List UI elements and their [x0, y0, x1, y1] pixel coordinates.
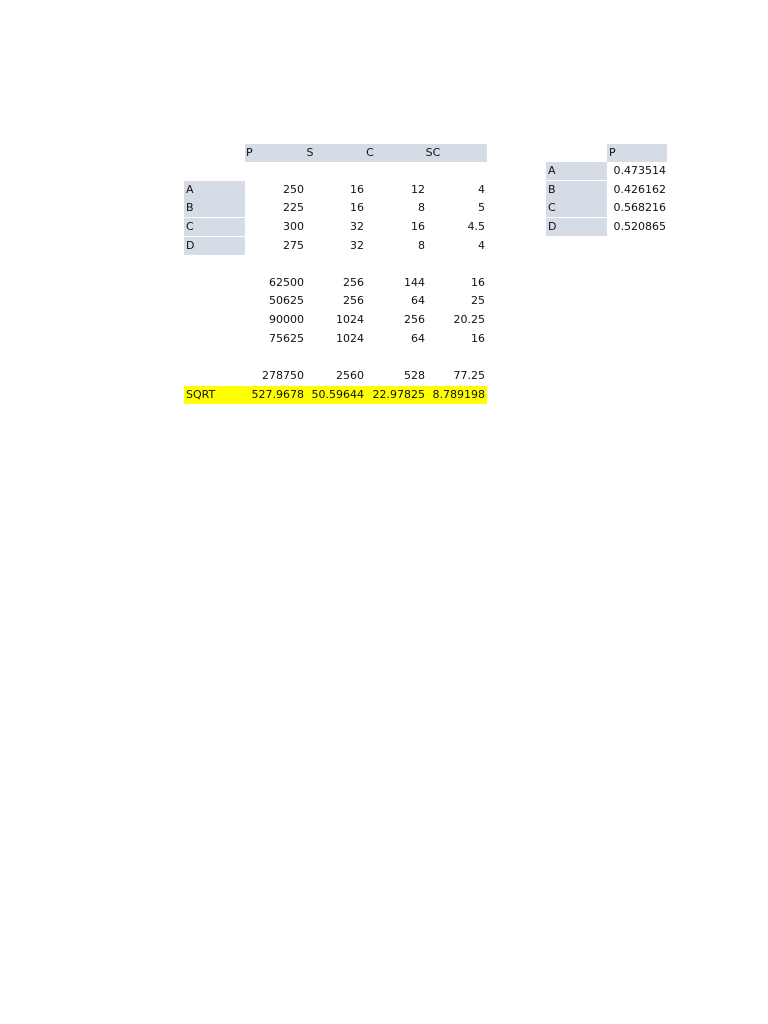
value-cell: 4	[478, 239, 485, 252]
side-row-value: 0.473514	[613, 164, 666, 177]
square-cell: 256	[343, 294, 364, 307]
value-cell: 225	[283, 201, 304, 214]
sqrt-cell: 527.9678	[251, 388, 304, 401]
value-cell: 5	[478, 201, 485, 214]
square-cell: 25	[471, 294, 485, 307]
side-row-label: D	[546, 218, 607, 236]
square-cell: 50625	[269, 294, 304, 307]
sum-cell: 2560	[336, 369, 364, 382]
value-cell: 12	[411, 183, 425, 196]
square-cell: 16	[471, 276, 485, 289]
side-header-p: P	[607, 144, 667, 162]
sqrt-cell: 50.59644	[311, 388, 364, 401]
value-cell: 16	[350, 183, 364, 196]
value-cell: 300	[283, 220, 304, 233]
side-row-value: 0.426162	[613, 183, 666, 196]
sqrt-label: SQRT	[186, 388, 216, 401]
side-row-value: 0.520865	[613, 220, 666, 233]
row-label-b: B	[184, 199, 245, 217]
sum-cell: 77.25	[453, 369, 485, 382]
square-cell: 64	[411, 332, 425, 345]
side-row-label: A	[546, 162, 607, 180]
value-cell: 8	[418, 239, 425, 252]
square-cell: 62500	[269, 276, 304, 289]
square-cell: 1024	[336, 332, 364, 345]
square-cell: 75625	[269, 332, 304, 345]
value-cell: 32	[350, 239, 364, 252]
sum-cell: 278750	[262, 369, 304, 382]
main-header-s: S	[306, 146, 314, 159]
square-cell: 144	[404, 276, 425, 289]
sqrt-cell: 8.789198	[432, 388, 485, 401]
side-row-label: C	[546, 199, 607, 217]
row-label-c: C	[184, 218, 245, 236]
value-cell: 8	[418, 201, 425, 214]
side-row-value: 0.568216	[613, 201, 666, 214]
main-header-sc: SC	[425, 146, 441, 159]
row-label-d: D	[184, 237, 245, 255]
row-label-a: A	[184, 181, 245, 199]
sum-cell: 528	[404, 369, 425, 382]
square-cell: 256	[404, 313, 425, 326]
square-cell: 64	[411, 294, 425, 307]
main-header-c: C	[366, 146, 374, 159]
value-cell: 250	[283, 183, 304, 196]
side-row-label: B	[546, 181, 607, 199]
value-cell: 16	[411, 220, 425, 233]
value-cell: 4.5	[467, 220, 485, 233]
value-cell: 4	[478, 183, 485, 196]
square-cell: 16	[471, 332, 485, 345]
square-cell: 90000	[269, 313, 304, 326]
value-cell: 32	[350, 220, 364, 233]
sqrt-cell: 22.97825	[372, 388, 425, 401]
value-cell: 275	[283, 239, 304, 252]
square-cell: 1024	[336, 313, 364, 326]
square-cell: 20.25	[453, 313, 485, 326]
main-header-p: P	[246, 146, 253, 159]
square-cell: 256	[343, 276, 364, 289]
value-cell: 16	[350, 201, 364, 214]
